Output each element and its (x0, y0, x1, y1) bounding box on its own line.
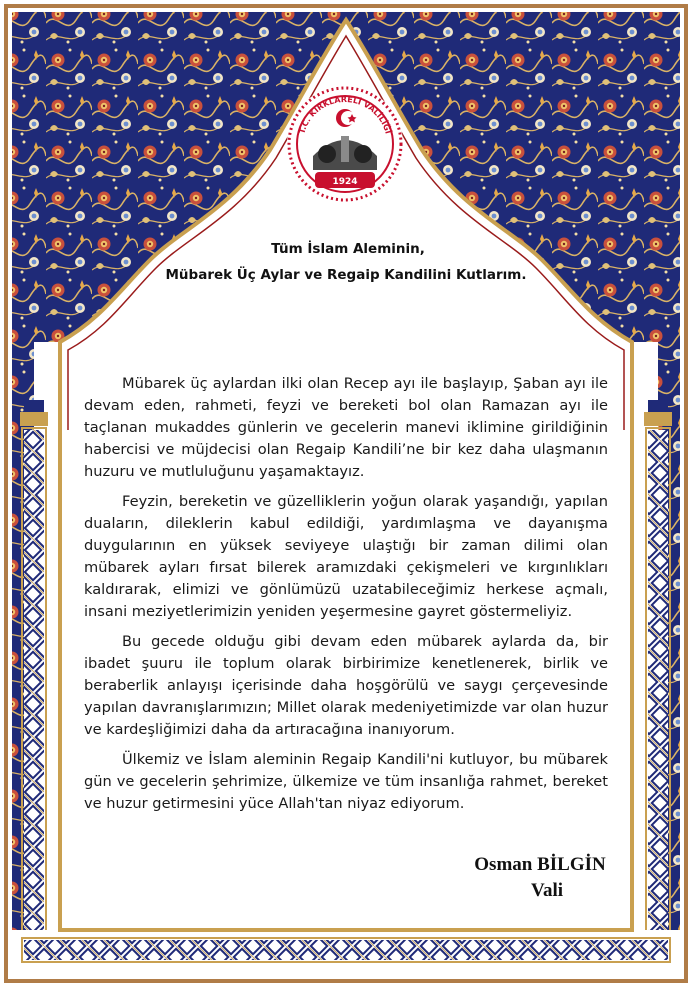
paragraph-3: Bu gecede olduğu gibi devam eden mübarek aylarda da, bir ibadet şuuru ile toplum olarak birbirimize kenetlenerek, birlik ve beraberlik anlayışı içerisinde daha hoşgörülü ve saygı çerçevesinde yapılan davranışlarımızın; Millet olarak medeniyetimizde var olan huzur ve kardeşliğimizi daha da artıracağına inanıyorum. (84, 633, 608, 738)
greeting-line-2: Mübarek Üç Aylar ve Regaip Kandilini Kutlarım. (165, 267, 527, 283)
seal-year: 1924 (332, 177, 358, 187)
paragraph-2: Feyzin, bereketin ve güzelliklerin yoğun olarak yaşandığı, yapılan duaların, dileklerin kabul edildiği, yardımlaşma ve dayanışma duygularının en yüksek seviyeye ulaştığı bir zaman dilimi olan mübarek ayları fırsat bilerek aramızdaki çekişmeleri ve kırgınlıkları kaldırarak, elimizi ve gönlümüzü uzatabileceğimiz herkese açmalı, insani meziyetlerimizin yeniden yeşermesine gayret göstermeliyiz. (84, 493, 608, 620)
signatory-name: Osman BİLGİN (474, 854, 606, 875)
paragraph-1: Mübarek üç aylardan ilki olan Recep ayı ile başlayıp, Şaban ayı ile devam eden, rahmeti, feyzi ve bereketi bol olan Ramazan ayı ile taçlanan mukaddes günlerin ve gecelerin manevi iklimine girildiğinin habercisi ve müjdecisi olan Regaip Kandili’ne bir kez daha ulaşmanın huzuru ve mutluluğunu yaşamaktayız. (84, 375, 608, 480)
paragraph-4: Ülkemiz ve İslam aleminin Regaip Kandili'ni kutluyor, bu mübarek gün ve gecelerin şehrimize, ülkemize ve tüm insanlığa rahmet, bereket ve huzur getirmesini yüce Allah'tan niyaz ediyorum. (84, 751, 608, 812)
signature-block (470, 852, 610, 904)
greeting-line-1: Tüm İslam Aleminin, (271, 241, 425, 257)
message-body (84, 373, 608, 823)
seal-ring-text: T.C. KIRKLARELİ VALİLİĞİ (297, 94, 393, 135)
signatory-title: Vali (530, 880, 564, 901)
governorship-seal (285, 84, 405, 204)
